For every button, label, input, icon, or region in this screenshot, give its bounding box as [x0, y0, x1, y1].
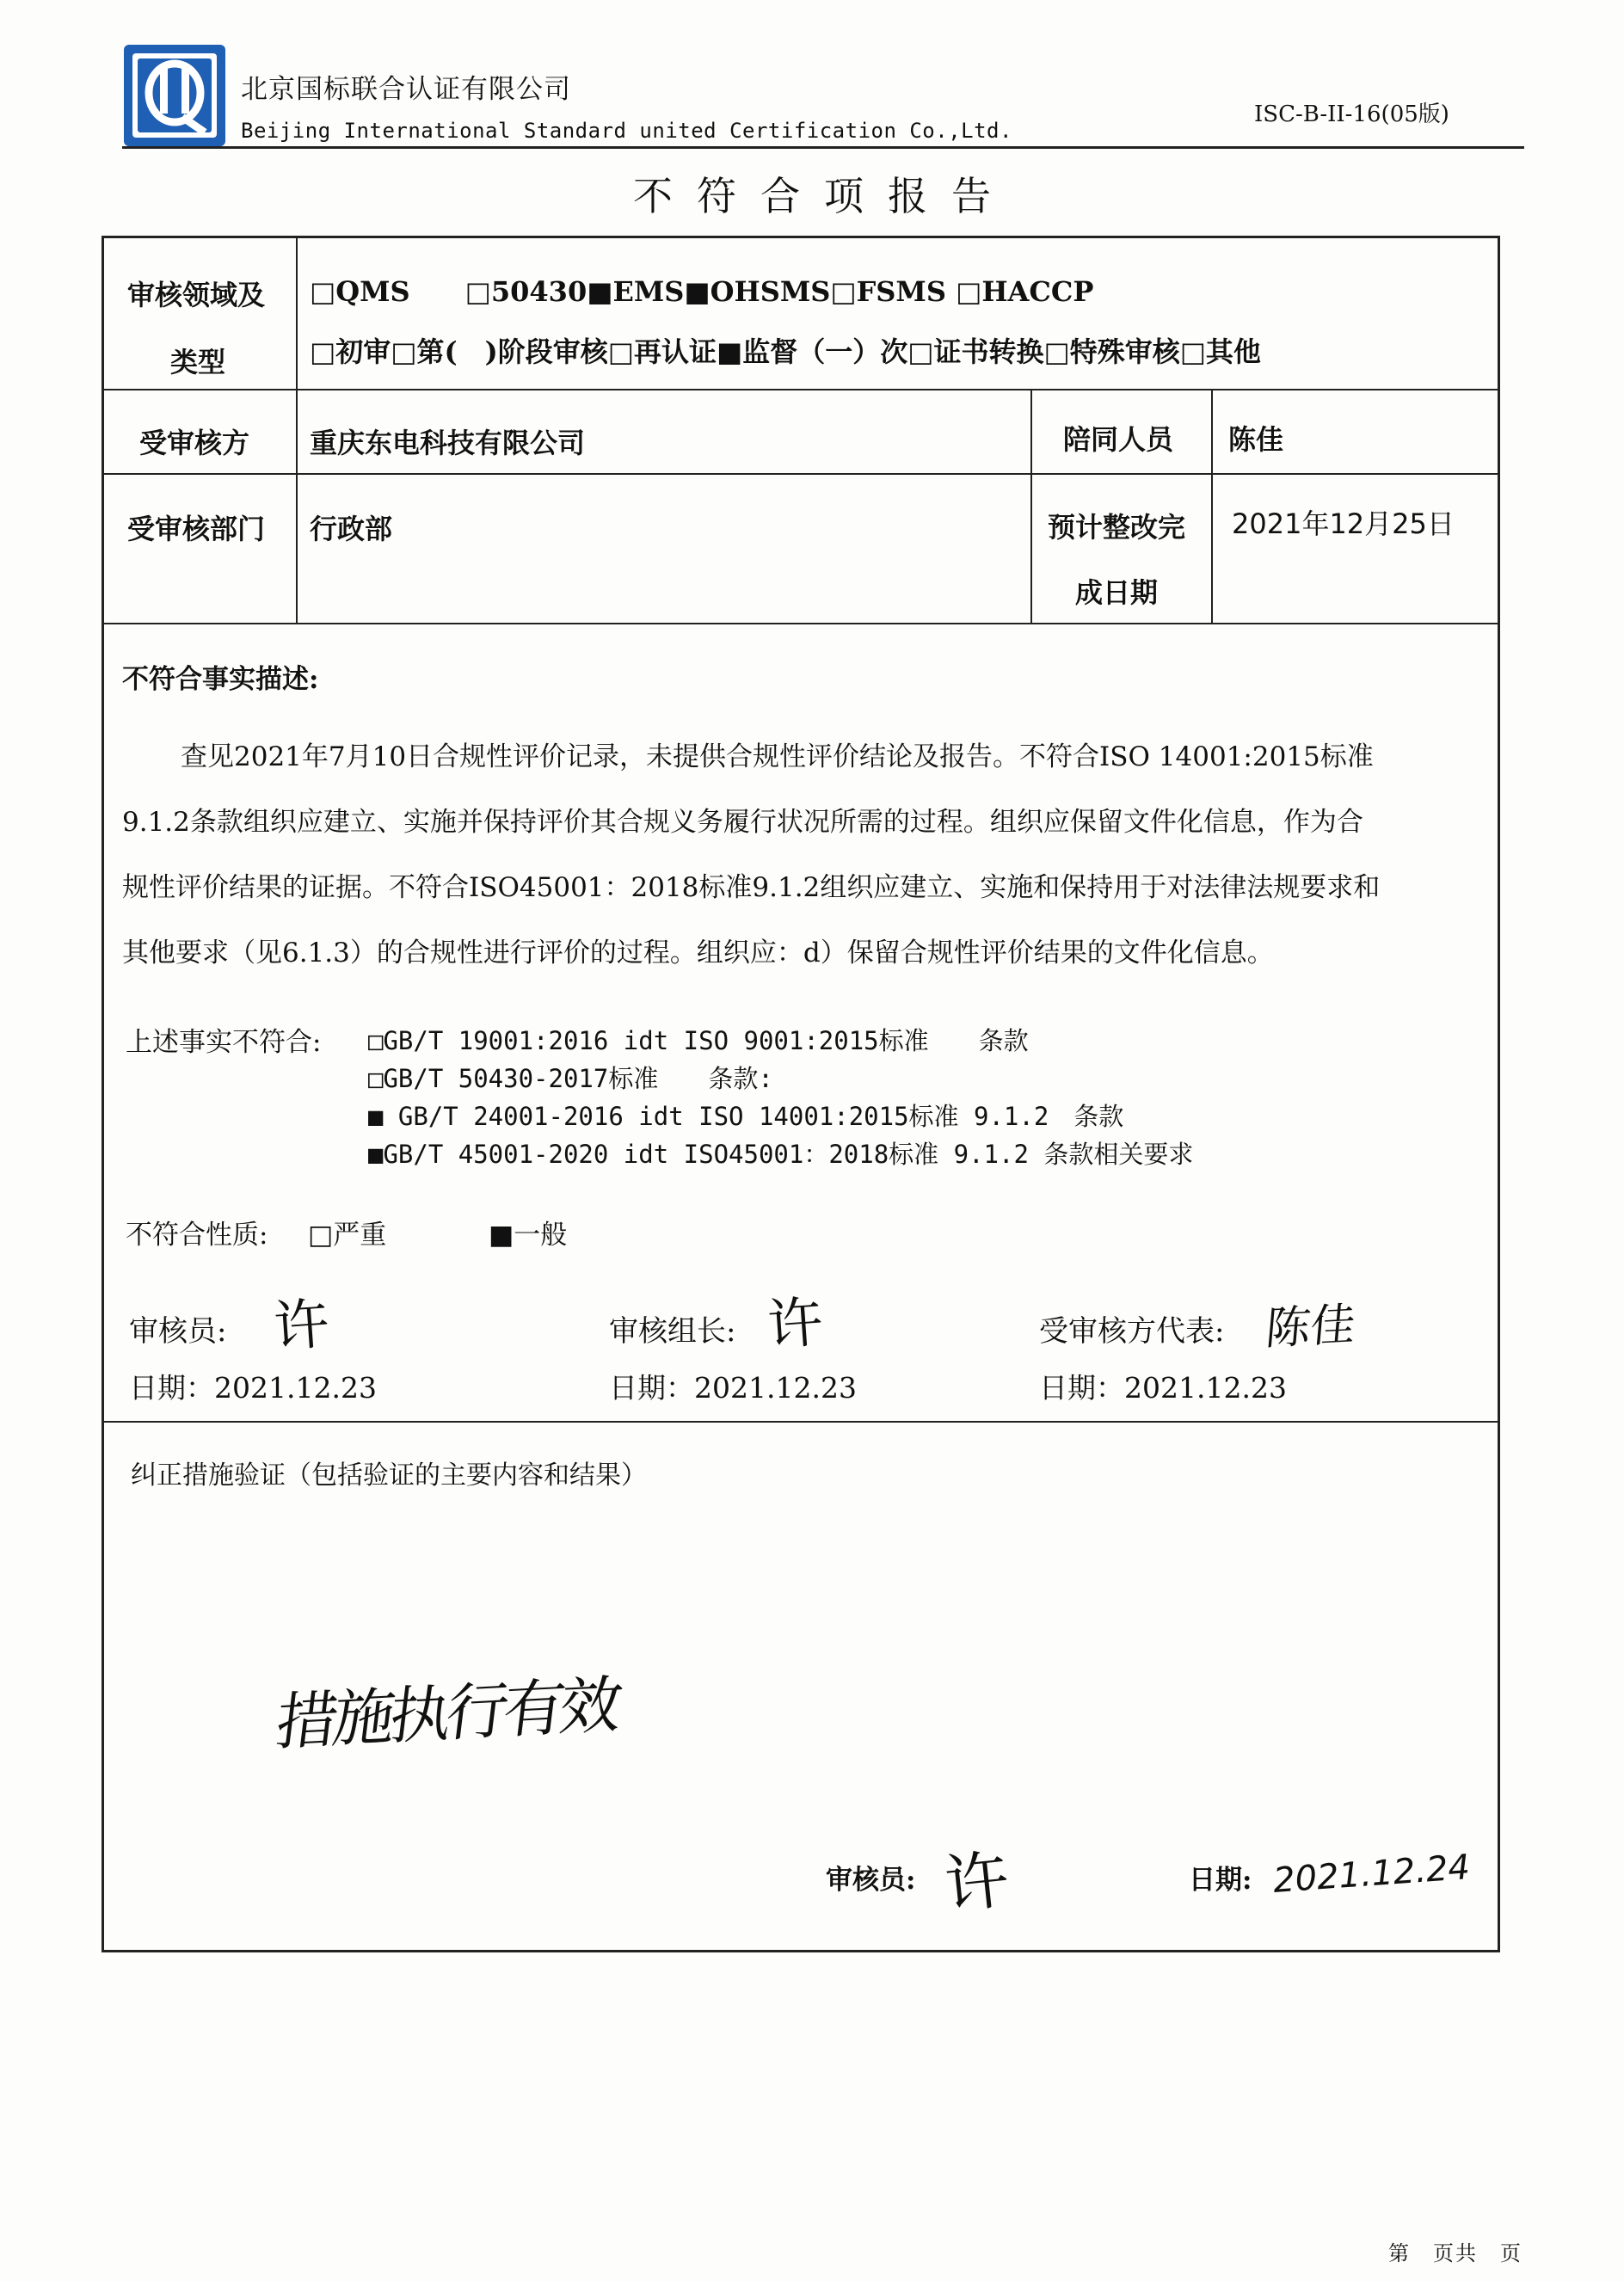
representative-signature: 陈佳 [1263, 1299, 1358, 1356]
nonconformity-line: 9.1.2条款组织应建立、实施并保持评价其合规义务履行状况所需的过程。组织应保留文件化信息，作为合 [122, 807, 1363, 838]
row-divider [102, 473, 1500, 475]
companion-label: 陪同人员 [1063, 423, 1174, 456]
auditor-label: 审核员: [129, 1314, 227, 1349]
department-label: 受审核部门 [127, 513, 266, 545]
auditor-signature: 许 [271, 1292, 331, 1361]
standard-item: □GB/T 50430-2017标准 条款: [368, 1064, 773, 1093]
standard-item: ■ GB/T 24001-2016 idt ISO 14001:2015标准 9.1.2 条款 [368, 1102, 1124, 1131]
audit-systems-checkboxes: □QMS □50430■EMS■OHSMS□FSMS □HACCP [310, 275, 1094, 308]
nature-label: 不符合性质: [126, 1220, 268, 1251]
verification-auditor-signature: 许 [941, 1842, 1012, 1923]
due-date-label: 预计整改完 [1048, 511, 1186, 544]
verification-handwritten-result: 措施执行有效 [272, 1668, 622, 1759]
page-number: 第 页共 页 [1388, 2241, 1522, 2266]
leader-signature: 许 [765, 1290, 825, 1359]
row-divider [102, 1421, 1500, 1423]
department-value: 行政部 [310, 513, 393, 545]
auditor-date: 日期：2021.12.23 [129, 1371, 377, 1405]
nonconformity-line: 查见2021年7月10日合规性评价记录，未提供合规性评价结论及报告。不符合ISO 14001:2015标准 [181, 741, 1374, 772]
leader-label: 审核组长: [609, 1314, 736, 1349]
company-logo [122, 43, 227, 148]
standard-item: ■GB/T 45001-2020 idt ISO45001：2018标准 9.1.2 条款相关要求 [368, 1140, 1194, 1169]
verification-date-handwritten: 2021.12.24 [1271, 1848, 1472, 1901]
form-code: ISC-B-II-16(05版) [1254, 101, 1449, 127]
nature-serious-checkbox: □严重 [308, 1220, 387, 1251]
due-date-value: 2021年12月25日 [1232, 507, 1455, 540]
representative-label: 受审核方代表: [1039, 1314, 1225, 1349]
companion-value: 陈佳 [1228, 423, 1284, 456]
column-divider [1030, 389, 1032, 623]
nonconformity-line: 其他要求（见6.1.3）的合规性进行评价的过程。组织应：d）保留合规性评价结果的文件化信息。 [122, 938, 1274, 968]
auditee-value: 重庆东电科技有限公司 [310, 427, 586, 459]
due-date-label-2: 成日期 [1075, 576, 1159, 609]
column-divider [296, 236, 298, 623]
verification-auditor-label: 审核员: [826, 1865, 916, 1896]
leader-date: 日期：2021.12.23 [609, 1371, 857, 1405]
auditee-label: 受审核方 [139, 427, 250, 459]
representative-date: 日期：2021.12.23 [1039, 1371, 1287, 1405]
row-divider [102, 623, 1500, 624]
standard-item: □GB/T 19001:2016 idt ISO 9001:2015标准 条款 [368, 1026, 1029, 1055]
document-title: 不符合项报告 [633, 173, 1015, 219]
company-name-cn: 北京国标联合认证有限公司 [241, 74, 571, 105]
audit-type-checkboxes: □初审□第( )阶段审核□再认证■监督（一）次□证书转换□特殊审核□其他 [310, 335, 1261, 368]
verification-date-label: 日期: [1189, 1865, 1252, 1896]
nonconformity-heading: 不符合事实描述: [122, 664, 319, 695]
header-divider [122, 146, 1524, 149]
nature-general-checkbox: ■一般 [489, 1220, 568, 1251]
standards-label: 上述事实不符合: [126, 1027, 322, 1058]
column-divider [1211, 389, 1213, 623]
audit-field-label: 审核领域及 [127, 279, 266, 311]
company-name-en: Beijing International Standard united Certification Co.,Ltd. [241, 119, 1012, 143]
audit-field-label-2: 类型 [170, 346, 226, 378]
nonconformity-line: 规性评价结果的证据。不符合ISO45001：2018标准9.1.2组织应建立、实施和保持用于对法律法规要求和 [122, 872, 1381, 903]
row-divider [102, 389, 1500, 390]
verification-heading: 纠正措施验证（包括验证的主要内容和结果） [131, 1460, 647, 1491]
